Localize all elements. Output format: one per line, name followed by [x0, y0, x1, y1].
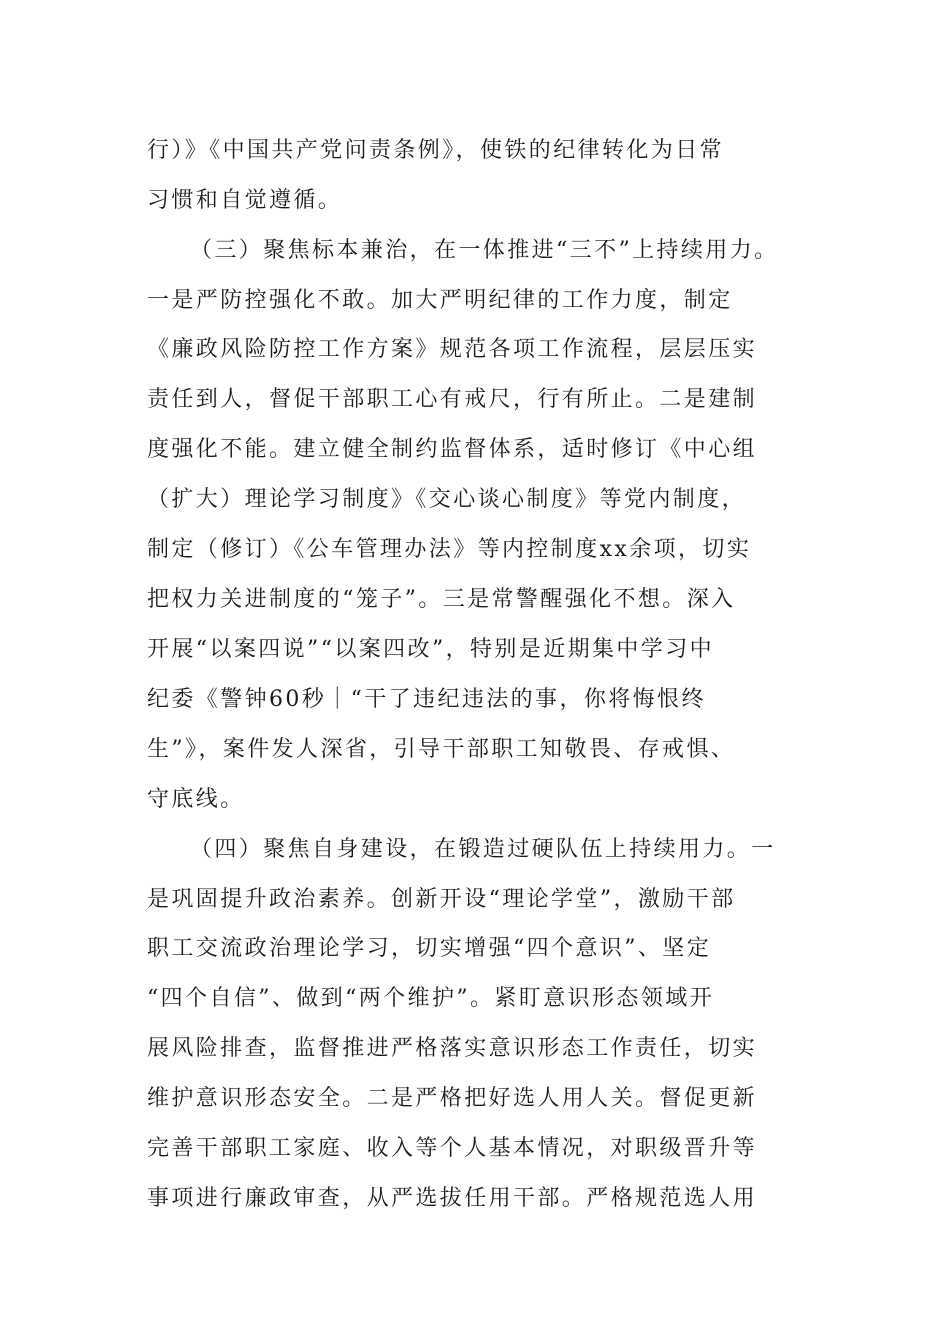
text-line: 度强化不能。建立健全制约监督体系，适时修订《中心组 — [147, 437, 758, 462]
text-line: 《廉政风险防控工作方案》规范各项工作流程，层层压实 — [147, 337, 758, 362]
text-line: 守底线。 — [147, 787, 245, 812]
section-heading-3: （三）聚焦标本兼治，在一体推进“三不”上持续用力。 — [190, 238, 779, 263]
text-line: 事项进行廉政审查，从严选拔任用干部。严格规范选人用 — [147, 1186, 758, 1211]
text-line: 把权力关进制度的“笼子”。三是常警醒强化不想。深入 — [147, 587, 736, 612]
text-line: （扩大）理论学习制度》《交心谈心制度》等党内制度， — [147, 487, 747, 512]
text-line: 职工交流政治理论学习，切实增强“四个意识”、坚定 — [147, 936, 712, 961]
text-line: 责任到人，督促干部职工心有戒尺，行有所止。二是建制 — [147, 387, 758, 412]
text-line: 行）》《中国共产党问责条例》，使铁的纪律转化为日常 — [147, 138, 725, 163]
text-line: 展风险排查，监督推进严格落实意识形态工作责任，切实 — [147, 1036, 758, 1061]
text-line: 纪委《警钟60秒｜“干了违纪违法的事，你将悔恨终 — [147, 687, 706, 712]
text-line: 习惯和自觉遵循。 — [147, 188, 343, 213]
text-line: 完善干部职工家庭、收入等个人基本情况，对职级晋升等 — [147, 1136, 758, 1161]
text-line: 一是严防控强化不敢。加大严明纪律的工作力度，制定 — [147, 288, 733, 313]
text-line: 开展“以案四说”“以案四改”，特别是近期集中学习中 — [147, 637, 714, 662]
section-heading-4: （四）聚焦自身建设，在锻造过硬队伍上持续用力。一 — [190, 837, 776, 862]
text-line: 是巩固提升政治素养。创新开设“理论学堂”，激励干部 — [147, 887, 736, 912]
text-line: 维护意识形态安全。二是严格把好选人用人关。督促更新 — [147, 1086, 758, 1111]
text-line: “四个自信”、做到“两个维护”。紧盯意识形态领域开 — [147, 986, 714, 1011]
text-line: 制定（修订）《公车管理办法》等内控制度xx余项，切实 — [147, 537, 752, 562]
text-line: 生”》，案件发人深省，引导干部职工知敬畏、存戒惧、 — [147, 737, 736, 762]
